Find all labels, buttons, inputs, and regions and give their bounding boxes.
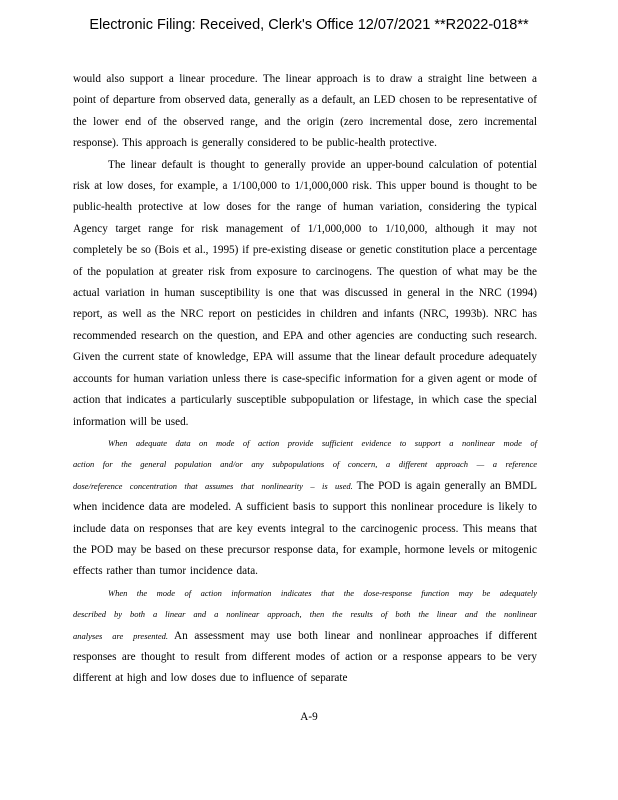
paragraph-4-text: An assessment may use both linear and nonlinear approaches if different responses are thought to result from different modes of action or a response appears to be very different at high and low doses due to influence of separate: [73, 629, 537, 685]
italic-quote-1: When adequate data on mode of action provide sufficient evidence to support a nonlinear mode of action for the general population and/or any subpopulations of concern, a different approach — a reference dose/reference concentration that assumes that nonlinearity – is used.: [73, 437, 537, 491]
paragraph-3: [73, 433, 537, 583]
paragraph-4: [73, 583, 537, 690]
document-body: [73, 69, 537, 690]
page-number: A-9: [300, 711, 318, 723]
paragraph-2: The linear default is thought to generally provide an upper-bound calculation of potential risk at low doses, for example, a 1/100,000 to 1/1,000,000 risk. This upper bound is thought to be public-health protective at low doses for the range of human variation, considering the typical Agency target range for risk management of 1/1,000,000 to 1/10,000, although it may not completely be so (Bois et al., 1995) if pre-existing disease or genetic constitution place a percentage of the population at greater risk from exposure to carcinogens. The question of what may be the actual variation in human susceptibility is one that was discussed in general in the NRC (1994) report, as well as the NRC report on pesticides in children and infants (NRC, 1993b). NRC has recommended research on the question, and EPA and other agencies are conducting such research. Given the current state of knowledge, EPA will assume that the linear default procedure adequately accounts for human variation unless there is case-specific information for a given agent or mode of action that indicates a particularly susceptible subpopulation or lifestage, in which case the special information will be used.: [73, 158, 537, 428]
filing-header: Electronic Filing: Received, Clerk's Office 12/07/2021 **R2022-018**: [89, 17, 529, 33]
paragraph-3-text: The POD is again generally an BMDL when incidence data are modeled. A sufficient basis to support this nonlinear procedure is likely to include data on responses that are key events integral to the carcinogenic process. This means that the POD may be based on these precursor response data, for example, hormone levels or mitogenic effects rather than tumor incidence data.: [73, 479, 537, 578]
paragraph-1: would also support a linear procedure. The linear approach is to draw a straight line between a point of departure from observed data, generally as a default, an LED chosen to be representative of the lower end of the observed range, and the origin (zero incremental dose, zero incremental response). This approach is generally considered to be public-health protective.: [73, 73, 537, 150]
italic-quote-2: When the mode of action information indicates that the dose-response function may be adequately described by both a linear and a nonlinear approach, then the results of both the linear and the nonlinear analyses are presented.: [73, 587, 537, 641]
